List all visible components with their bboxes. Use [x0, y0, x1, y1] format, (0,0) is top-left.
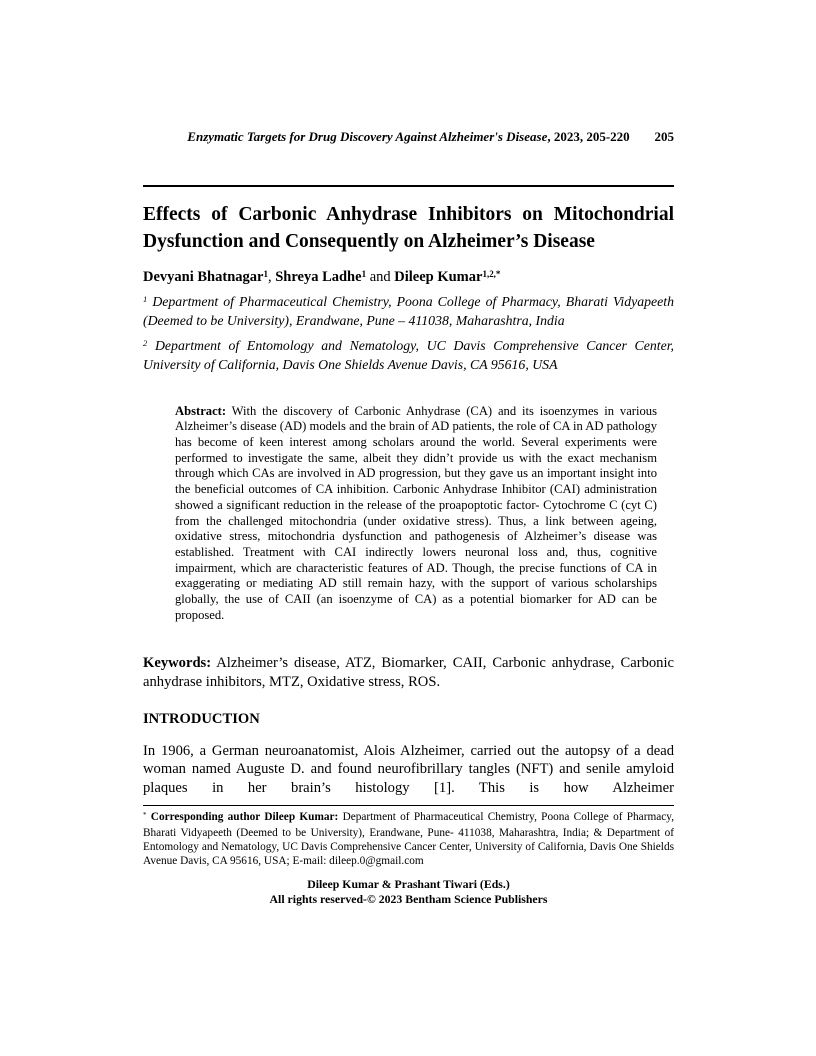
introduction-paragraph: In 1906, a German neuroanatomist, Alois Alzheimer, carried out the autopsy of a dead woman named Auguste D. and found neurofibrillary tangles (NFT) and senile amyloid plaques in her brain’s histology [1]. This is how Alzheimer [143, 742, 674, 796]
keywords-text: Alzheimer’s disease, ATZ, Biomarker, CAII, Carbonic anhydrase, Carbonic anhydrase inhibitors, MTZ, Oxidative stress, ROS. [143, 655, 674, 691]
author-3-affiliation-mark: 1,2,* [482, 268, 501, 279]
author-line [143, 268, 674, 287]
chapter-badge: CHAPTER 9 [547, 162, 674, 190]
running-head [143, 129, 674, 145]
author-1-affiliation-mark: 1 [263, 268, 268, 279]
editors-line: Dileep Kumar & Prashant Tiwari (Eds.) [307, 877, 510, 892]
affiliation-1-mark: 1 [143, 294, 148, 305]
footnote-text: Department of Pharmaceutical Chemistry, Poona College of Pharmacy, Bharati Vidyapeeth (Deemed to be University), Erandwane, Pune- 411038, Maharashtra, India; & Department of Entomology and Nematology, UC Davis Comprehensive Cancer Center, University of California, Davis One Shields Avenue Davis, CA 95616, USA; E-mail: dileep.0@gmail.com [143, 811, 675, 868]
affiliation-2 [143, 337, 674, 375]
corresponding-author-footnote [143, 810, 674, 868]
author-conjunction: and [366, 269, 395, 285]
chapter-rule [143, 157, 674, 187]
chapter-title: Effects of Carbonic Anhydrase Inhibitors on Mitochondrial Dysfunction and Consequently on Alzheimer’s Disease [143, 204, 674, 252]
affiliation-2-mark: 2 [143, 337, 148, 348]
keywords-label: Keywords: [143, 655, 212, 672]
running-head-citation [187, 129, 629, 144]
abstract-text: With the discovery of Carbonic Anhydrase (CA) and its isoenzymes in various Alzheimer’s disease (AD) models and the brain of AD patients, the role of CA in AD pathology has become of keen interest among scholars around the world. Several experiments were performed to investigate the same, albeit they didn’t provide us with the exact mechanism through which CAs are involved in AD progression, but they gave us an important insight into the beneficial outcomes of CA inhibition. Carbonic Anhydrase Inhibitor (CAI) administration showed a significant reduction in the release of the proapoptotic factor- Cytochrome C (cyt C) from the challenged mitochondria (under oxidative stress). Thus, a link between ageing, oxidative stress, mitochondria dysfunction and pathogenesis of Alzheimer’s disease was established. Treatment with CAI indirectly lowers neuronal loss and, thus, cognitive impairment, which are characteristic features of AD. Though, the precise functions of CA in exaggerating or mediating AD still remain hazy, with the support of various scholarships globally, the use of CAII (an isoenzyme of CA) as a potential biomarker for AD can be proposed. [175, 403, 657, 622]
book-title: Enzymatic Targets for Drug Discovery Against Alzheimer's Disease [187, 129, 548, 144]
publisher-footer [143, 877, 674, 907]
footnote-divider [143, 805, 674, 806]
section-heading-introduction: INTRODUCTION [143, 710, 260, 727]
copyright-line: All rights reserved-© 2023 Bentham Science Publishers [269, 892, 548, 907]
author-2-affiliation-mark: 1 [361, 268, 367, 279]
keywords [143, 654, 674, 691]
footnote-marker: * [143, 811, 147, 820]
author-2: Shreya Ladhe [275, 269, 362, 285]
author-separator: , [267, 269, 276, 285]
author-3: Dileep Kumar [394, 269, 483, 285]
author-1: Devyani Bhatnagar [143, 269, 264, 285]
page-number: 205 [654, 129, 674, 144]
abstract-label: Abstract: [175, 403, 227, 418]
affiliation-1-text: Department of Pharmaceutical Chemistry, Poona College of Pharmacy, Bharati Vidyapeeth (Deemed to be University), Erandwane, Pune – 411038, Maharashtra, India [143, 294, 674, 329]
abstract [175, 404, 657, 624]
citation-suffix: , 2023, 205-220 [547, 129, 630, 144]
affiliation-2-text: Department of Entomology and Nematology, UC Davis Comprehensive Cancer Center, University of California, Davis One Shields Avenue Davis, CA 95616, USA [143, 337, 675, 373]
footnote-bold-lead: Corresponding author Dileep Kumar: [150, 811, 339, 824]
affiliation-1 [143, 293, 674, 331]
